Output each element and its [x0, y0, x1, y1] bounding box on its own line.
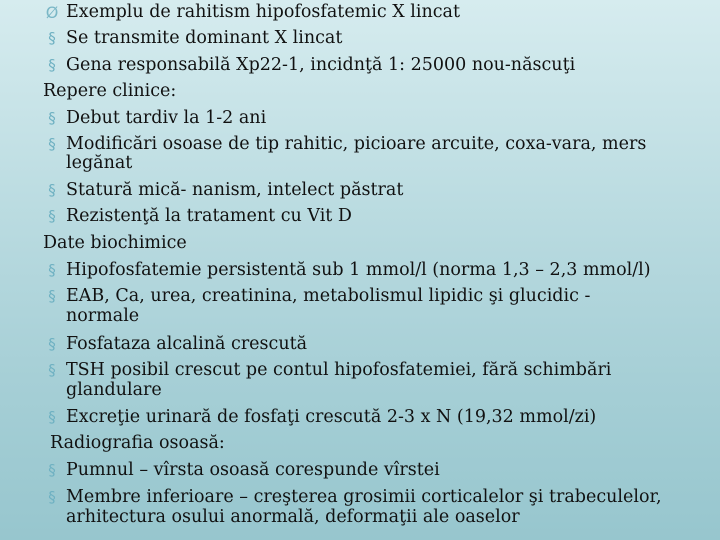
- list-item-text: Gena responsabilă Xp22-1, incidnţă 1: 25000 nou-născuţi: [66, 55, 576, 75]
- list-item-text: Excreţie urinară de fosfaţi crescută 2-3 x N (19,32 mmol/zi): [66, 407, 597, 427]
- section-bullet-icon: §: [48, 207, 56, 225]
- list-item-text: glandulare: [66, 380, 162, 400]
- arrow-bullet-icon: Ø: [45, 3, 59, 22]
- repere-heading: Repere clinice:: [43, 81, 177, 101]
- list-item-text: normale: [66, 306, 140, 326]
- list-item-text: Membre inferioare – creşterea grosimii corticalelor şi trabeculelor,: [66, 487, 662, 507]
- section-bullet-icon: §: [48, 461, 56, 479]
- list-item-text: Pumnul – vîrsta osoasă corespunde vîrstei: [66, 460, 440, 480]
- list-item-text: Hipofosfatemie persistentă sub 1 mmol/l (norma 1,3 – 2,3 mmol/l): [66, 260, 651, 280]
- list-item-text: Statură mică- nanism, intelect păstrat: [66, 180, 404, 200]
- list-item-text: Modificări osoase de tip rahitic, picioare arcuite, coxa-vara, mers: [66, 134, 647, 154]
- section-bullet-icon: §: [48, 29, 56, 47]
- list-item-text: Rezistenţă la tratament cu Vit D: [66, 206, 352, 226]
- section-bullet-icon: §: [48, 335, 56, 353]
- biochim-heading: Date biochimice: [43, 233, 187, 253]
- section-bullet-icon: §: [48, 488, 56, 506]
- list-item-text: legănat: [66, 153, 133, 173]
- section-bullet-icon: §: [48, 109, 56, 127]
- list-item-text: Debut tardiv la 1-2 ani: [66, 108, 267, 128]
- section-bullet-icon: §: [48, 361, 56, 379]
- section-bullet-icon: §: [48, 408, 56, 426]
- list-item-text: Exemplu de rahitism hipofosfatemic X lincat: [66, 2, 460, 22]
- list-item-text: Fosfataza alcalină crescută: [66, 334, 308, 354]
- section-bullet-icon: §: [48, 261, 56, 279]
- section-bullet-icon: §: [48, 56, 56, 74]
- radio-heading: Radiografia osoasă:: [50, 433, 225, 453]
- list-item-text: TSH posibil crescut pe contul hipofosfatemiei, fără schimbări: [66, 360, 612, 380]
- section-bullet-icon: §: [48, 181, 56, 199]
- list-item-text: arhitectura osului anormală, deformaţii ale oaselor: [66, 507, 520, 527]
- list-item-text: Se transmite dominant X lincat: [66, 28, 343, 48]
- section-bullet-icon: §: [48, 135, 56, 153]
- section-bullet-icon: §: [48, 287, 56, 305]
- list-item-text: EAB, Ca, urea, creatinina, metabolismul lipidic şi glucidic -: [66, 286, 591, 306]
